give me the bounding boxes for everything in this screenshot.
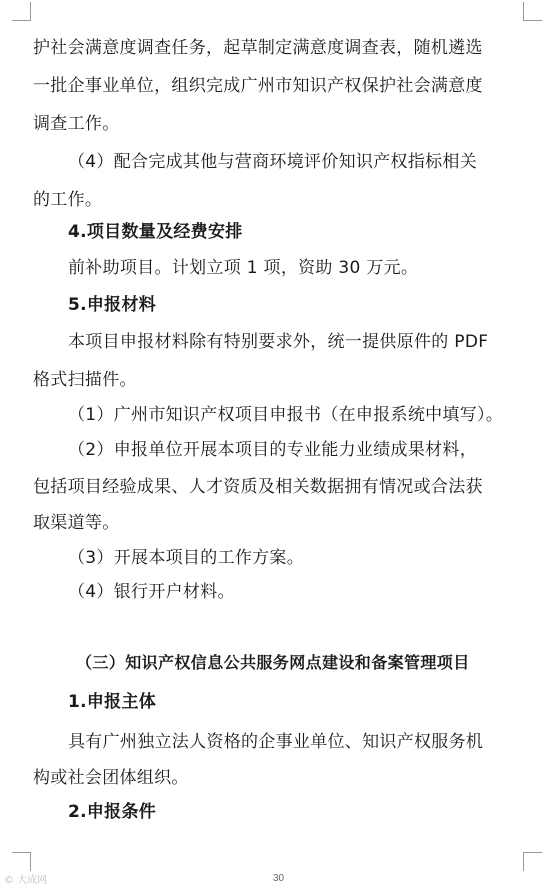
text-line: （4）银行开户材料。 [68, 582, 235, 602]
text-line: 护社会满意度调查任务，起草制定满意度调查表，随机遴选 [33, 38, 483, 58]
subheading: 4.项目数量及经费安排 [68, 222, 243, 242]
crop-mark-top-left [12, 2, 31, 21]
section-heading: （三）知识产权信息公共服务网点建设和备案管理项目 [76, 653, 470, 672]
text-line: （3）开展本项目的工作方案。 [68, 548, 305, 568]
page-number: 30 [272, 873, 285, 884]
text-line: 格式扫描件。 [33, 370, 137, 390]
text-line: 取渠道等。 [33, 513, 120, 533]
text-line: 前补助项目。计划立项 1 项，资助 30 万元。 [68, 258, 419, 278]
text-line: 构或社会团体组织。 [33, 768, 189, 788]
text-line: 一批企事业单位，组织完成广州市知识产权保护社会满意度 [33, 76, 483, 96]
text-line: 包括项目经验成果、人才资质及相关数据拥有情况或合法获 [33, 477, 483, 497]
subheading: 2.申报条件 [68, 802, 157, 822]
crop-mark-bottom-left [12, 852, 31, 871]
crop-mark-bottom-right [523, 852, 542, 871]
text-line: （2）申报单位开展本项目的专业能力业绩成果材料， [68, 440, 478, 460]
text-line: （4）配合完成其他与营商环境评价知识产权指标相关 [68, 152, 478, 172]
watermark: © 大成网 [4, 875, 48, 886]
text-line: 调查工作。 [33, 114, 120, 134]
text-line: 本项目申报材料除有特别要求外，统一提供原件的 PDF [68, 332, 489, 352]
subheading: 5.申报材料 [68, 295, 157, 315]
text-line: 的工作。 [33, 190, 103, 210]
text-line: 具有广州独立法人资格的企事业单位、知识产权服务机 [68, 732, 484, 752]
subheading: 1.申报主体 [68, 692, 157, 712]
crop-mark-top-right [523, 2, 542, 21]
text-line: （1）广州市知识产权项目申报书（在申报系统中填写）。 [68, 405, 504, 425]
